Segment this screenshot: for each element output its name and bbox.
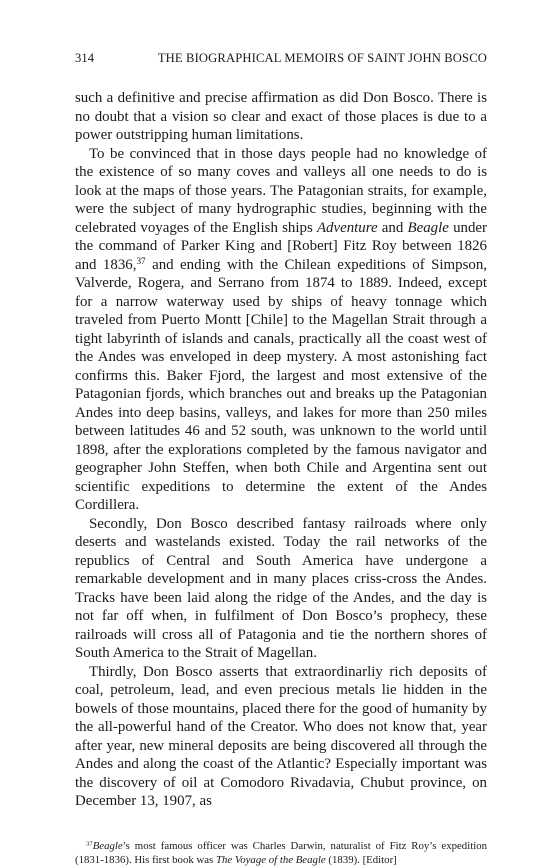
footnote-reference: 37 — [136, 255, 146, 266]
paragraph-4: Thirdly, Don Bosco asserts that extraordinarliy rich deposits of coal, petroleum, lead, and even precious metals lie hidden in the bowels of those mountains, placed there for the good of humanity by the all-powerful hand of the Creator. Who does not know that, year after year, new mineral deposits are being discovered all through the Andes and along the coast of the Atlantic? Especially important was the discovery of oil at Comodoro Rivadavia, Chubut province, on December 13, 1907, as — [75, 663, 487, 809]
paragraph-2-text-a: To be convinced that in those days people had no knowledge of the existence of so many coves and valleys all one needs to do is look at the maps of those years. The Patagonian straits, for example, were the subject of many hydrographic studies, beginning with the celebrated voyages of the English ships — [75, 145, 487, 236]
ship-name-adventure: Adventure — [316, 219, 378, 236]
paragraph-1: such a definitive and precise affirmation as did Don Bosco. There is no doubt that a vision so clear and exact of those places is due to a power outstripping human limitations. — [75, 90, 487, 143]
paragraph-2 — [75, 145, 487, 515]
running-title: THE BIOGRAPHICAL MEMOIRS OF SAINT JOHN BOSCO — [157, 51, 487, 65]
paragraph-2-text-c: and ending with the Chilean expeditions of Simpson, Valverde, Rogera, and Serrano from 1874 to 1889. Indeed, except for a narrow waterway used by ships of heavy tonnage which traveled from Puerto Montt [Chile] to the Magellan Strait through a tight labyrinth of islands and canals, practically all the coast west of the Andes was enveloped in deep mystery. A most astonishing fact confirms this. Baker Fjord, the largest and most extensive of the Patagonian fjords, which branches out and breaks up the Patagonian Andes into deep basins, valleys, and lakes for more than 250 miles between latitudes 46 and 52 south, was unknown to the world until 1898, after the explorations completed by the famous navigator and geographer John Steffen, when both Chile and Argentina sent out scientific expeditions to determine the extent of the Andes Cordillera. — [75, 256, 487, 513]
footnote-book-title: The Voyage of the Beagle — [215, 854, 326, 866]
body-text — [75, 89, 487, 811]
page-number: 314 — [75, 51, 95, 65]
paragraph-2-and: and — [377, 219, 408, 236]
footnote-text-b: (1839). [Editor] — [325, 854, 397, 866]
page-header — [75, 50, 487, 66]
footnote-text-a: ’s most famous officer was Charles Darwin, naturalist of Fitz Roy’s expedition (1831-1836). His first book was — [75, 839, 487, 866]
footnote — [75, 839, 487, 868]
footnote-beagle: Beagle — [92, 839, 123, 852]
paragraph-3: Secondly, Don Bosco described fantasy railroads where only deserts and wastelands existed. Today the rail networks of the republics of Central and South America have undergone a remarkable development and in many places criss-cross the Andes. Tracks have been laid along the ridge of the Andes, and the day is not far off when, in fulfilment of Don Bosco’s prophecy, these railroads will cross all of Patagonia and tie the northern shores of South America to the Strait of Magellan. — [75, 515, 487, 661]
footnote-number: 37 — [86, 839, 93, 847]
book-page — [75, 50, 487, 868]
ship-name-beagle: Beagle — [407, 219, 449, 236]
paragraph-2-text-b: under the command of Parker King and [Robert] Fitz Roy between 1826 and 1836, — [75, 219, 487, 273]
